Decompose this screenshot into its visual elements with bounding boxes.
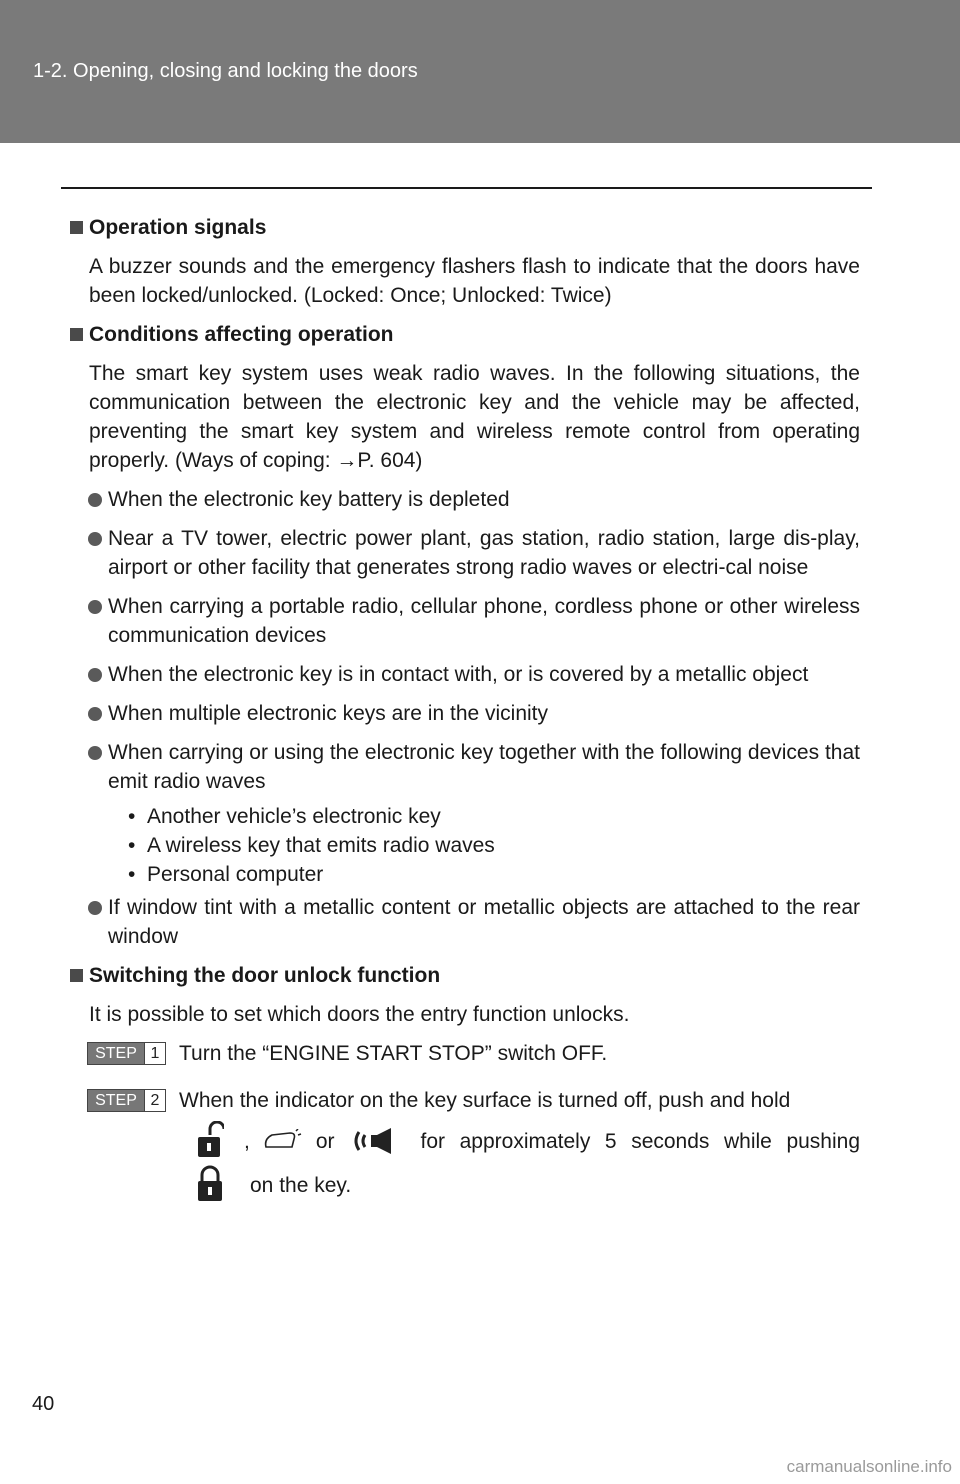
paragraph: It is possible to set which doors the entry function unlocks.: [89, 1003, 630, 1026]
list-item: When carrying or using the electronic key together with the following devices that emit radio waves: [70, 738, 860, 796]
panic-icon: [351, 1126, 399, 1156]
step-2: STEP 2 When the indicator on the key surface is turned off, push and hold: [70, 1086, 860, 1115]
round-bullet-icon: [88, 600, 102, 614]
sub-list-item: • Personal computer: [128, 863, 324, 886]
step-badge: STEP 1: [87, 1042, 166, 1065]
list-item: When the electronic key battery is depleted: [70, 485, 860, 514]
header-title: 1-2. Opening, closing and locking the doors: [33, 60, 418, 82]
list-item: Near a TV tower, electric power plant, gas station, radio station, large dis-play, airport or other facility that generates strong radio waves or electri-cal noise: [70, 524, 860, 582]
round-bullet-icon: [88, 746, 102, 760]
step-2-icons-line-2: on the key.: [70, 1163, 860, 1207]
section-heading: [70, 961, 860, 990]
round-bullet-icon: [88, 493, 102, 507]
step-1: STEP 1 Turn the “ENGINE START STOP” switch OFF.: [70, 1039, 860, 1068]
heading-text: Switching the door unlock function: [89, 964, 441, 987]
trunk-icon: [262, 1129, 302, 1153]
step-2-icons-line: , or for approximately 5 seconds while pushing: [70, 1119, 860, 1163]
square-bullet-icon: [70, 328, 83, 341]
sub-list: [70, 802, 860, 889]
watermark: carmanualsonline.info: [786, 1457, 952, 1476]
page-content: [70, 213, 860, 1207]
round-bullet-icon: [88, 707, 102, 721]
sub-list-item: • Another vehicle’s electronic key: [128, 805, 441, 828]
paragraph: The smart key system uses weak radio waves. In the following situations, the communication between the electronic key and the vehicle may be affected, preventing the smart key system and wireless remote control from operating properly. (Ways of coping: →P. 604): [89, 362, 860, 472]
step-badge: STEP 2: [87, 1089, 166, 1112]
round-bullet-icon: [88, 532, 102, 546]
paragraph: A buzzer sounds and the emergency flashers flash to indicate that the doors have been locked/unlocked. (Locked: Once; Unlocked: Twice): [89, 255, 860, 307]
section-heading: [70, 320, 860, 349]
lock-icon: [196, 1165, 224, 1205]
list-item: When the electronic key is in contact with, or is covered by a metallic object: [70, 660, 860, 689]
square-bullet-icon: [70, 969, 83, 982]
round-bullet-icon: [88, 668, 102, 682]
list-item: If window tint with a metallic content or metallic objects are attached to the rear window: [70, 893, 860, 951]
section-heading: [70, 213, 860, 242]
divider: [61, 187, 872, 189]
sub-list-item: • A wireless key that emits radio waves: [128, 834, 495, 857]
unlock-icon: [196, 1121, 224, 1161]
list-item: When carrying a portable radio, cellular phone, cordless phone or other wireless communication devices: [70, 592, 860, 650]
heading-text: Conditions affecting operation: [89, 323, 394, 346]
heading-text: Operation signals: [89, 216, 267, 239]
round-bullet-icon: [88, 901, 102, 915]
page-header: [0, 0, 960, 143]
square-bullet-icon: [70, 221, 83, 234]
page-number: 40: [32, 1393, 55, 1415]
list-item: When multiple electronic keys are in the vicinity: [70, 699, 860, 728]
